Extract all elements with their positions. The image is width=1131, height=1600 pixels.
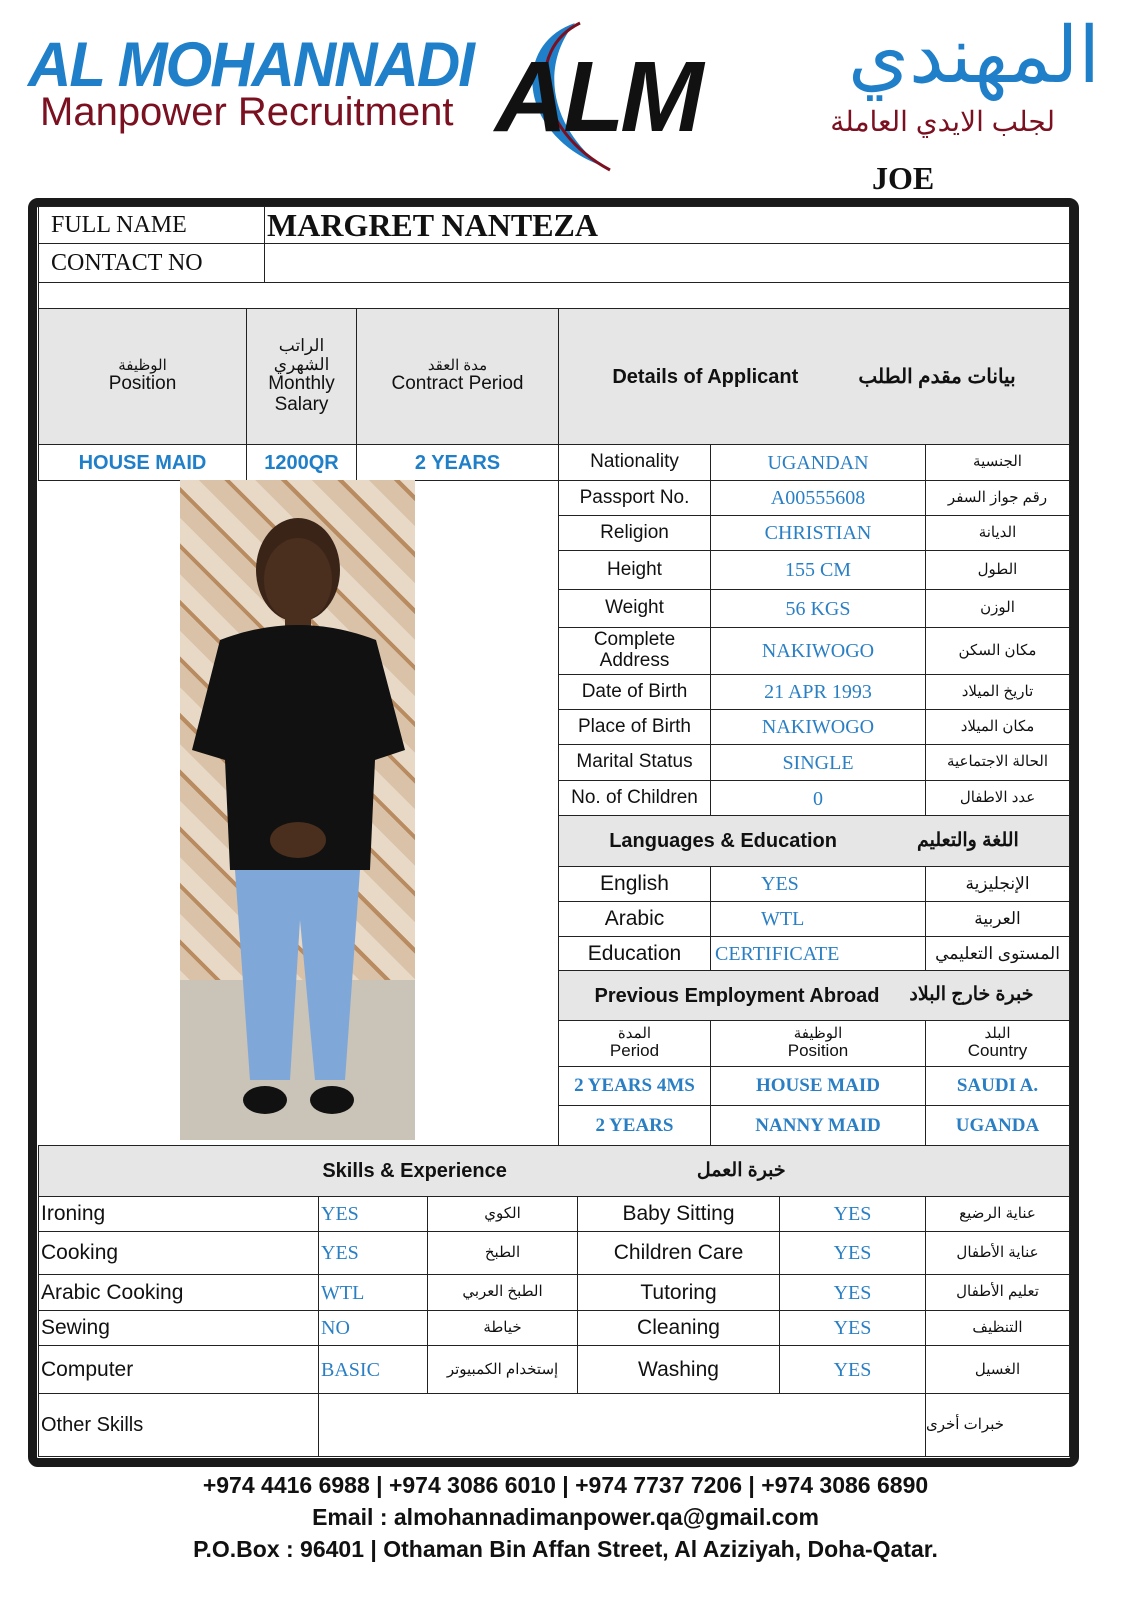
employment-country: SAUDI A. — [925, 1066, 1070, 1106]
agent-name: JOE — [872, 160, 935, 196]
language-value: CERTIFICATE — [710, 936, 926, 972]
full-name-value: MARGRET NANTEZA — [264, 206, 1070, 244]
skill-value: YES — [779, 1345, 926, 1395]
detail-value: NAKIWOGO — [710, 709, 926, 745]
language-label: English — [558, 866, 711, 902]
other-skills-label: Other Skills — [38, 1393, 319, 1457]
detail-value: CHRISTIAN — [710, 515, 926, 551]
contract-header-en: Contract Period — [391, 373, 524, 395]
contract-header — [356, 308, 559, 445]
skill-label-ar: خياطة — [427, 1310, 578, 1346]
detail-label-ar: مكان السكن — [925, 627, 1070, 675]
contract-header-ar: مدة العقد — [427, 356, 488, 374]
detail-label-ar: الديانة — [925, 515, 1070, 551]
skill-value: YES — [779, 1310, 926, 1346]
employment-position: NANNY MAID — [710, 1105, 926, 1147]
languages-title-ar: اللغة والتعليم — [917, 829, 1019, 851]
other-skills-ar: خبرات أخرى — [925, 1393, 1070, 1457]
footer-email: Email : almohannadimanpower.qa@gmail.com — [312, 1504, 819, 1530]
detail-label-ar: الطول — [925, 550, 1070, 590]
footer-address: P.O.Box : 96401 | Othaman Bin Affan Street, Al Aziziyah, Doha-Qatar. — [193, 1536, 938, 1562]
language-label-ar: الإنجليزية — [925, 866, 1070, 902]
employment-col-country — [925, 1020, 1070, 1067]
full-name-label: FULL NAME — [38, 206, 265, 244]
skill-label: Tutoring — [577, 1274, 780, 1311]
language-label-ar: العربية — [925, 901, 1070, 937]
employment-header — [558, 970, 1070, 1021]
contact-label: CONTACT NO — [38, 243, 265, 283]
language-value: WTL — [710, 901, 926, 937]
employment-period: 2 YEARS 4MS — [558, 1066, 711, 1106]
skills-header — [38, 1145, 1070, 1197]
spacer-row — [38, 282, 1070, 309]
skill-label-ar: عناية الأطفال — [925, 1231, 1070, 1275]
skill-value: YES — [779, 1196, 926, 1232]
detail-value: NAKIWOGO — [710, 627, 926, 675]
skill-label: Cooking — [38, 1231, 319, 1275]
employment-col-period — [558, 1020, 711, 1067]
detail-label-ar: تاريخ الميلاد — [925, 674, 1070, 710]
detail-label: Religion — [558, 515, 711, 551]
position-header — [38, 308, 247, 445]
salary-header — [246, 308, 357, 445]
detail-label-ar: الحالة الاجتماعية — [925, 744, 1070, 781]
brand-subtitle-ar: لجلب الايدي العاملة — [830, 106, 1055, 137]
language-value: YES — [710, 866, 926, 902]
detail-label: Complete Address — [558, 627, 711, 675]
contact-value — [264, 243, 1070, 283]
languages-title: Languages & Education — [609, 830, 837, 852]
salary-value: 1200QR — [246, 444, 357, 481]
skills-title-ar: خبرة العمل — [696, 1159, 786, 1181]
skill-label-ar: الغسيل — [925, 1345, 1070, 1395]
skill-value: YES — [779, 1231, 926, 1275]
detail-label-ar: الجنسية — [925, 444, 1070, 481]
skill-value: YES — [318, 1231, 428, 1275]
detail-label: Weight — [558, 589, 711, 628]
salary-header-en: Monthly Salary — [268, 373, 335, 416]
details-title: Details of Applicant — [612, 365, 799, 388]
employment-title-ar: خبرة خارج البلاد — [909, 984, 1034, 1006]
skill-label-ar: إستخدام الكمبيوتر — [427, 1345, 578, 1395]
skill-value: BASIC — [318, 1345, 428, 1395]
brand-name-en: AL MOHANNADI — [28, 29, 473, 100]
detail-label-ar: مكان الميلاد — [925, 709, 1070, 745]
detail-label: Passport No. — [558, 480, 711, 516]
detail-label: No. of Children — [558, 780, 711, 817]
skill-label: Ironing — [38, 1196, 319, 1232]
detail-label-ar: الوزن — [925, 589, 1070, 628]
employment-country: UGANDA — [925, 1105, 1070, 1147]
skill-label-ar: عناية الرضيع — [925, 1196, 1070, 1232]
salary-header-ar: الراتب الشهري — [273, 335, 330, 374]
employment-col-position-en: Position — [787, 1041, 849, 1061]
detail-label: Place of Birth — [558, 709, 711, 745]
employment-title: Previous Employment Abroad — [594, 984, 880, 1007]
language-label: Education — [558, 936, 711, 972]
position-header-ar: الوظيفة — [118, 356, 167, 374]
skill-label: Arabic Cooking — [38, 1274, 319, 1311]
skill-label: Sewing — [38, 1310, 319, 1346]
detail-value: 56 KGS — [710, 589, 926, 628]
employment-col-period-en: Period — [609, 1041, 660, 1061]
detail-label: Height — [558, 550, 711, 590]
brand-name-ar: المهندي — [847, 11, 1100, 99]
detail-value: UGANDAN — [710, 444, 926, 481]
skill-label-ar: الطبخ — [427, 1231, 578, 1275]
brand-subtitle-en: Manpower Recruitment — [40, 90, 454, 134]
languages-header — [558, 815, 1070, 867]
skill-label-ar: الطبخ العربي — [427, 1274, 578, 1311]
contract-value: 2 YEARS — [356, 444, 559, 481]
detail-label: Nationality — [558, 444, 711, 481]
detail-label: Date of Birth — [558, 674, 711, 710]
detail-label-ar: عدد الاطفال — [925, 780, 1070, 817]
details-title-ar: بيانات مقدم الطلب — [858, 365, 1016, 388]
detail-value: 155 CM — [710, 550, 926, 590]
skill-value: YES — [779, 1274, 926, 1311]
skill-value: WTL — [318, 1274, 428, 1311]
position-value: HOUSE MAID — [38, 444, 247, 481]
language-label-ar: المستوى التعليمي — [925, 936, 1070, 972]
skill-label: Computer — [38, 1345, 319, 1395]
employment-col-position-ar: الوظيفة — [793, 1024, 843, 1042]
skills-title: Skills & Experience — [322, 1160, 507, 1182]
applicant-photo — [180, 480, 415, 1140]
skill-label: Baby Sitting — [577, 1196, 780, 1232]
detail-value: SINGLE — [710, 744, 926, 781]
detail-label-ar: رقم جواز السفر — [925, 480, 1070, 516]
skill-label-ar: التنظيف — [925, 1310, 1070, 1346]
detail-label: Marital Status — [558, 744, 711, 781]
details-header — [558, 308, 1070, 445]
skill-label: Cleaning — [577, 1310, 780, 1346]
detail-value: A00555608 — [710, 480, 926, 516]
skill-label-ar: الكوي — [427, 1196, 578, 1232]
skill-value: NO — [318, 1310, 428, 1346]
employment-col-period-ar: المدة — [617, 1024, 652, 1042]
employment-col-country-en: Country — [967, 1041, 1028, 1061]
detail-value: 0 — [710, 780, 926, 817]
language-label: Arabic — [558, 901, 711, 937]
detail-value: 21 APR 1993 — [710, 674, 926, 710]
skill-label: Washing — [577, 1345, 780, 1395]
footer-phones: +974 4416 6988 | +974 3086 6010 | +974 7737 7206 | +974 3086 6890 — [202, 1472, 929, 1498]
skill-label-ar: تعليم الأطفال — [925, 1274, 1070, 1311]
employment-col-position — [710, 1020, 926, 1067]
skill-label: Children Care — [577, 1231, 780, 1275]
employment-period: 2 YEARS — [558, 1105, 711, 1147]
employment-col-country-ar: البلد — [984, 1024, 1011, 1042]
position-header-en: Position — [108, 373, 177, 395]
skill-value: YES — [318, 1196, 428, 1232]
alm-logo: ALM — [495, 41, 700, 153]
other-skills-value — [318, 1393, 926, 1457]
employment-position: HOUSE MAID — [710, 1066, 926, 1106]
